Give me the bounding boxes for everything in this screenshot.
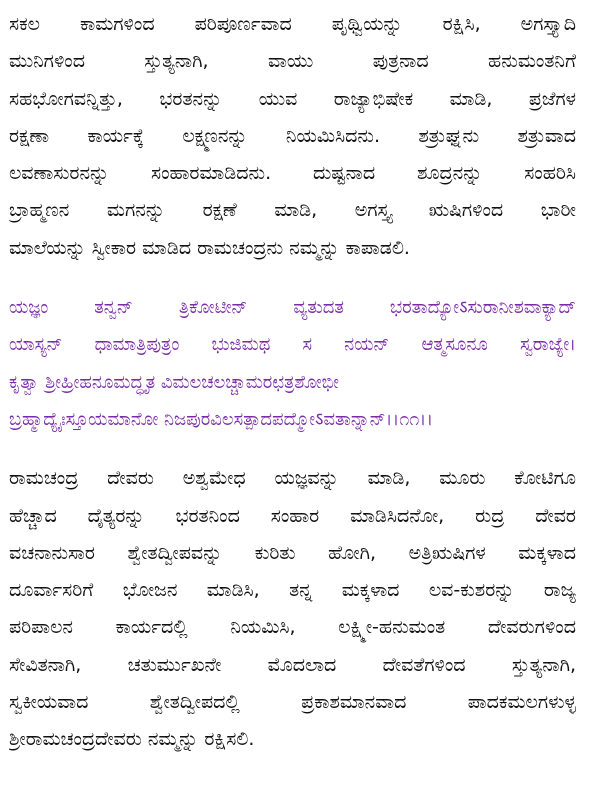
text-line: ದೂರ್ವಾಸರಿಗೆ ಭೋಜನ ಮಾಡಿಸಿ, ತನ್ನ ಮಕ್ಕಳಾದ ಲವ-ಕುಶರನ್ನು ರಾಜ್ಯ	[9, 579, 576, 602]
paragraph-gap	[9, 267, 576, 289]
text-line: ಸಕಲ ಕಾಮಗಳಿಂದ ಪರಿಪೂರ್ಣವಾದ ಪೃಥ್ವಿಯನ್ನು ರಕ್ಷಿಸಿ, ಅಗಸ್ತ್ಯಾದಿ	[9, 13, 576, 35]
verse-line: ಯಾಸ್ಯನ್ ಧಾಮಾತ್ರಿಪುತ್ರಂ ಭುಜಿಮಥ ಸ ನಯನ್ ಆತ್ಮಸೂನೂ ಸ್ವರಾಜ್ಯೇ।	[9, 334, 576, 356]
text-line: ಸ್ವಕೀಯವಾದ ಶ್ವೇತದ್ವೀಪದಲ್ಲಿ ಪ್ರಕಾಶಮಾನವಾದ ಪಾದಕಮಲಗಳುಳ್ಳ	[9, 691, 576, 714]
verse-line: ಕೃತ್ವಾ ಶ್ರೀಹ್ರೀಹನೂಮದ್ಧೃತ ವಿಮಲಚಲಚ್ಚಾಮರಛತ್ರಶೋಭೀ	[9, 371, 339, 393]
text-line: ರಕ್ಷಣಾ ಕಾರ್ಯಕ್ಕೆ ಲಕ್ಷ್ಮಣನನ್ನು ನಿಯಮಿಸಿದನು. ಶತ್ರುಘ್ನನು ಶತ್ರುವಾದ	[9, 124, 576, 147]
text-line: ಲವಣಾಸುರನನ್ನು ಸಂಹಾರಮಾಡಿದನು. ದುಷ್ಟನಾದ ಶೂದ್ರನನ್ನು ಸಂಹರಿಸಿ	[9, 162, 576, 185]
text-line: ಹೆಚ್ಚಾದ ದೈತ್ಯರನ್ನು ಭರತನಿಂದ ಸಂಹಾರ ಮಾಡಿಸಿದನೋ, ರುದ್ರ ದೇವರ	[9, 504, 576, 527]
text-line: ಸೇವಿತನಾಗಿ, ಚತುರ್ಮುಖನೇ ಮೊದಲಾದ ದೇವತೆಗಳಿಂದ ಸ್ತುತ್ಯನಾಗಿ,	[9, 653, 576, 676]
paragraph-gap	[9, 438, 576, 460]
text-line: ಬ್ರಾಹ್ಮಣನ ಮಗನನ್ನು ರಕ್ಷಣೆ ಮಾಡಿ, ಅಗಸ್ತ್ಯ ಋಷಿಗಳಿಂದ ಭಾರೀ	[9, 199, 576, 222]
paragraph-2	[9, 460, 576, 758]
verse-line: ಯಜ್ಞಂ ತನ್ವನ್ ತ್ರಿಕೋಟೀನ್ ವ್ಯತುದತ ಭರತಾದ್ಯೋऽಸುರಾನೀಶವಾಕ್ಯಾದ್	[9, 297, 576, 319]
text-line: ಪರಿಪಾಲನ ಕಾರ್ಯದಲ್ಲಿ ನಿಯಮಿಸಿ, ಲಕ್ಷ್ಮೀ-ಹನುಮಂತ ದೇವರುಗಳಿಂದ	[9, 616, 576, 639]
text-line: ವಚನಾನುಸಾರ ಶ್ವೇತದ್ವೀಪವನ್ನು ಕುರಿತು ಹೋಗಿ, ಅತ್ರಿಋಷಿಗಳ ಮಕ್ಕಳಾದ	[9, 541, 576, 564]
text-line: ಮುನಿಗಳಿಂದ ಸ್ತುತ್ಯನಾಗಿ, ವಾಯು ಪುತ್ರನಾದ ಹನುಮಂತನಿಗೆ	[9, 50, 576, 73]
text-line: ಮಾಲೆಯನ್ನು ಸ್ವೀಕಾರ ಮಾಡಿದ ರಾಮಚಂದ್ರನು ನಮ್ಮನ್ನು ಕಾಪಾಡಲಿ.	[9, 236, 410, 259]
verse-block	[9, 289, 576, 438]
paragraph-1	[9, 6, 576, 267]
verse-line: ಬ್ರಹ್ಮಾದ್ಯೈಃಸ್ತೂಯಮಾನೋ ನಿಜಪುರವಿಲಸತ್ಪಾದಪದ್ಮೋऽವತಾನ್ನಾನ್।।೧೧।।	[9, 408, 434, 430]
text-line: ರಾಮಚಂದ್ರ ದೇವರು ಅಶ್ವಮೇಧ ಯಜ್ಞವನ್ನು ಮಾಡಿ, ಮೂರು ಕೋಟಿಗೂ	[9, 467, 576, 490]
text-line: ಸಹಭೋಗವನ್ನಿತ್ತು, ಭರತನನ್ನು ಯುವ ರಾಜ್ಯಾಭಿಷೇಕ ಮಾಡಿ, ಪ್ರಜೆಗಳ	[9, 87, 576, 110]
text-line: ಶ್ರೀರಾಮಚಂದ್ರದೇವರು ನಮ್ಮನ್ನು ರಕ್ಷಿಸಲಿ.	[9, 728, 255, 751]
